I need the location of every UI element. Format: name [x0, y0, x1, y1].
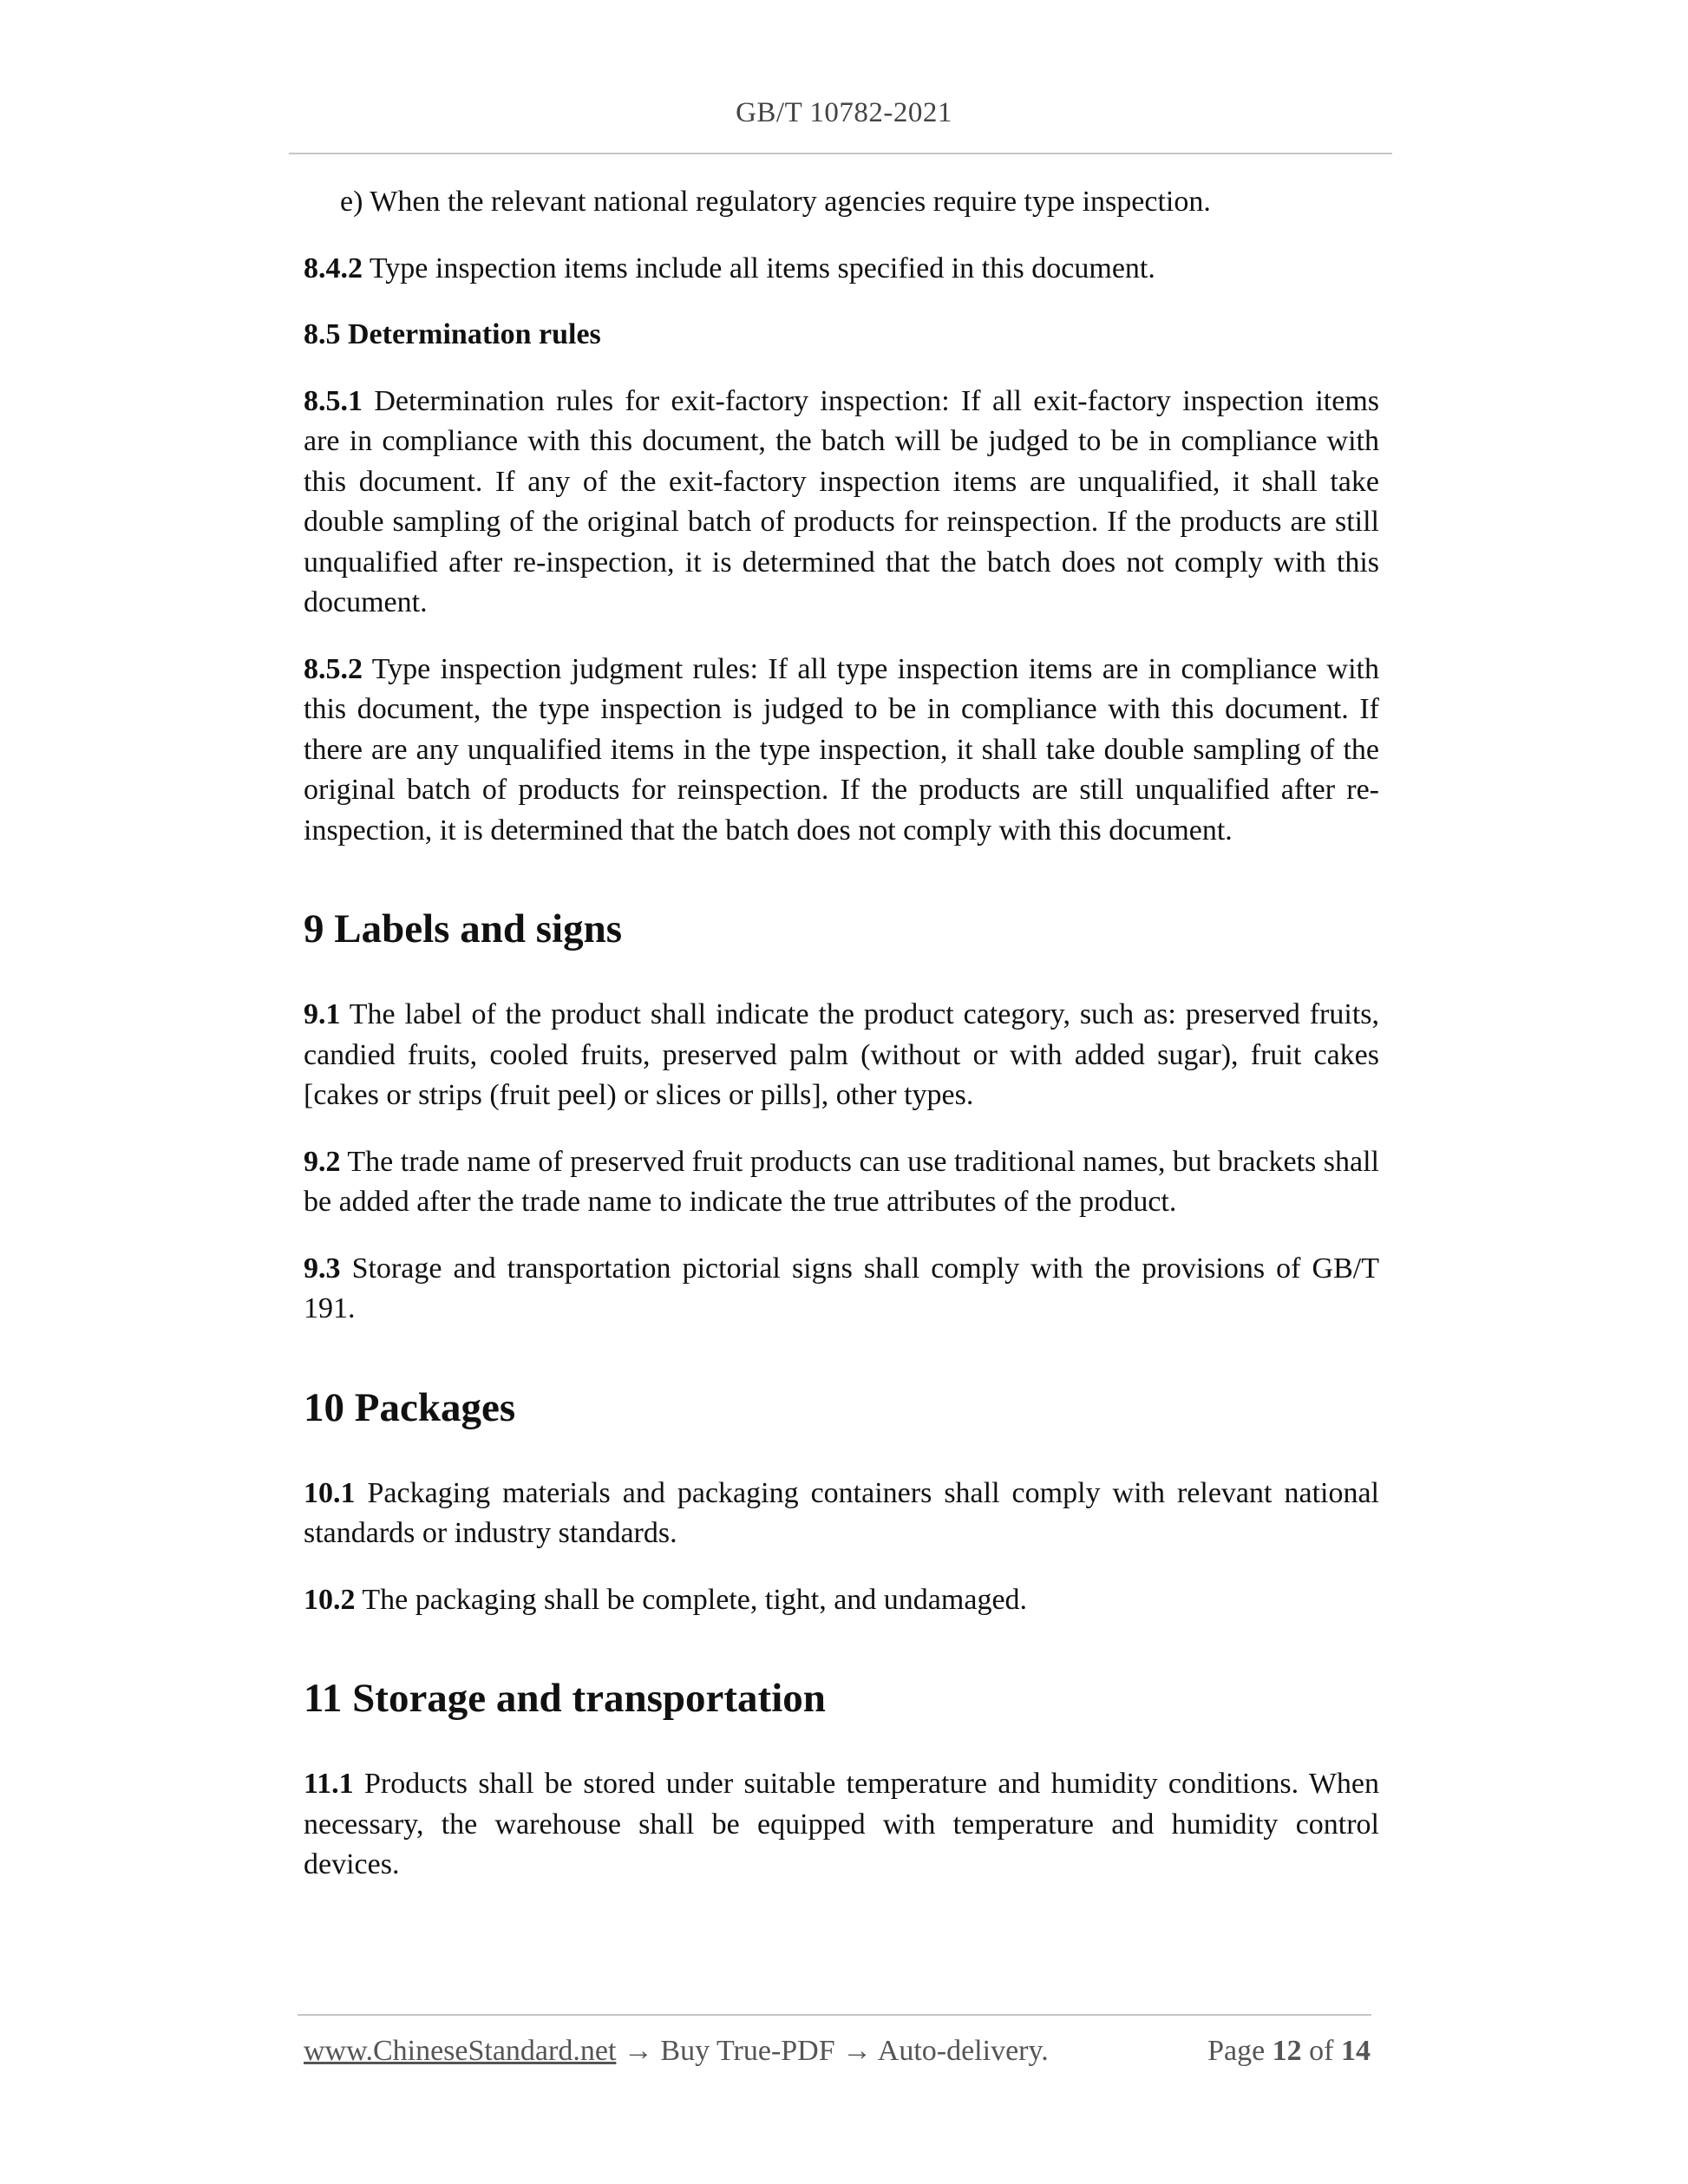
clause-10-1 [304, 1474, 1379, 1554]
clause-10-2 [304, 1580, 1379, 1621]
website-link[interactable]: www.ChineseStandard.net [304, 2035, 617, 2067]
clause-text: The trade name of preserved fruit products can use traditional names, but brackets shall be added after the trade name to indicate the true attributes of the product. [304, 1145, 1379, 1218]
clause-number: 11.1 [304, 1768, 354, 1800]
heading-9: 9 Labels and signs [304, 906, 623, 951]
list-item-e: e) When the relevant national regulatory agencies require type inspection. [340, 186, 1211, 218]
footer-divider [298, 2014, 1371, 2016]
heading-11: 11 Storage and transportation [304, 1676, 826, 1721]
clause-number: 8.5.2 [304, 652, 363, 685]
arrow-right-icon: → [834, 2035, 878, 2067]
clause-number: 8.5.1 [304, 384, 363, 417]
clause-11-1 [304, 1764, 1379, 1886]
current-page: 12 [1272, 2035, 1302, 2067]
clause-9-1 [304, 995, 1379, 1116]
auto-delivery-text: Auto-delivery. [877, 2035, 1049, 2067]
arrow-right-icon: → [616, 2035, 661, 2067]
page-content [304, 182, 1379, 1912]
buy-pdf-text: Buy True-PDF [660, 2035, 835, 2067]
clause-text: Type inspection items include all items specified in this document. [363, 252, 1155, 284]
clause-text: Packaging materials and packaging containers shall comply with relevant national standards or industry standards. [304, 1476, 1379, 1549]
clause-8-5-2 [304, 650, 1379, 852]
clause-text: Type inspection judgment rules: If all type inspection items are in compliance with this document, the type inspection is judged to be in compliance with this document. If there are any unqualified items in the type inspection, it shall take double sampling of the original batch of products for reinspection. If the products are still unqualified after re-inspection, it is determined that the batch does not comply with this document. [304, 652, 1379, 847]
total-pages: 14 [1341, 2035, 1371, 2067]
header-divider [289, 153, 1392, 154]
clause-number: 9.1 [304, 998, 341, 1030]
clause-text: Determination rules for exit-factory inspection: If all exit-factory inspection items are in compliance with this document, the batch will be judged to be in compliance with this document. If any of the exit-factory inspection items are unqualified, it shall take double sampling of the original batch of products for reinspection. If the products are still unqualified after re-inspection, it is determined that the batch does not comply with this document. [304, 384, 1379, 618]
running-header: GB/T 10782-2021 [736, 97, 952, 128]
footer-left [304, 2031, 1049, 2071]
clause-number: 8.4.2 [304, 252, 363, 284]
clause-text: The label of the product shall indicate the product category, such as: preserved fruits, candied fruits, cooled fruits, preserved palm (without or with added sugar), fruit cakes [cakes or strips (fruit peel) or slices or pills], other types. [304, 998, 1379, 1111]
clause-text: Storage and transportation pictorial signs shall comply with the provisions of GB/T 191. [304, 1252, 1379, 1324]
heading-10: 10 Packages [304, 1384, 516, 1430]
clause-number: 10.2 [304, 1583, 356, 1616]
page-label: Page [1207, 2035, 1273, 2067]
heading-8-5: 8.5 Determination rules [304, 318, 601, 350]
clause-8-4-2 [304, 249, 1379, 290]
clause-number: 9.3 [304, 1252, 341, 1285]
clause-text: The packaging shall be complete, tight, and undamaged. [355, 1583, 1028, 1616]
clause-9-2 [304, 1142, 1379, 1223]
clause-text: Products shall be stored under suitable temperature and humidity conditions. When necessary, the warehouse shall be equipped with temperature and humidity control devices. [304, 1768, 1379, 1880]
clause-8-5-1 [304, 382, 1379, 624]
clause-9-3 [304, 1249, 1379, 1330]
clause-number: 10.1 [304, 1476, 356, 1509]
page-number [1207, 2031, 1371, 2071]
of-label: of [1301, 2035, 1341, 2067]
clause-number: 9.2 [304, 1145, 341, 1178]
